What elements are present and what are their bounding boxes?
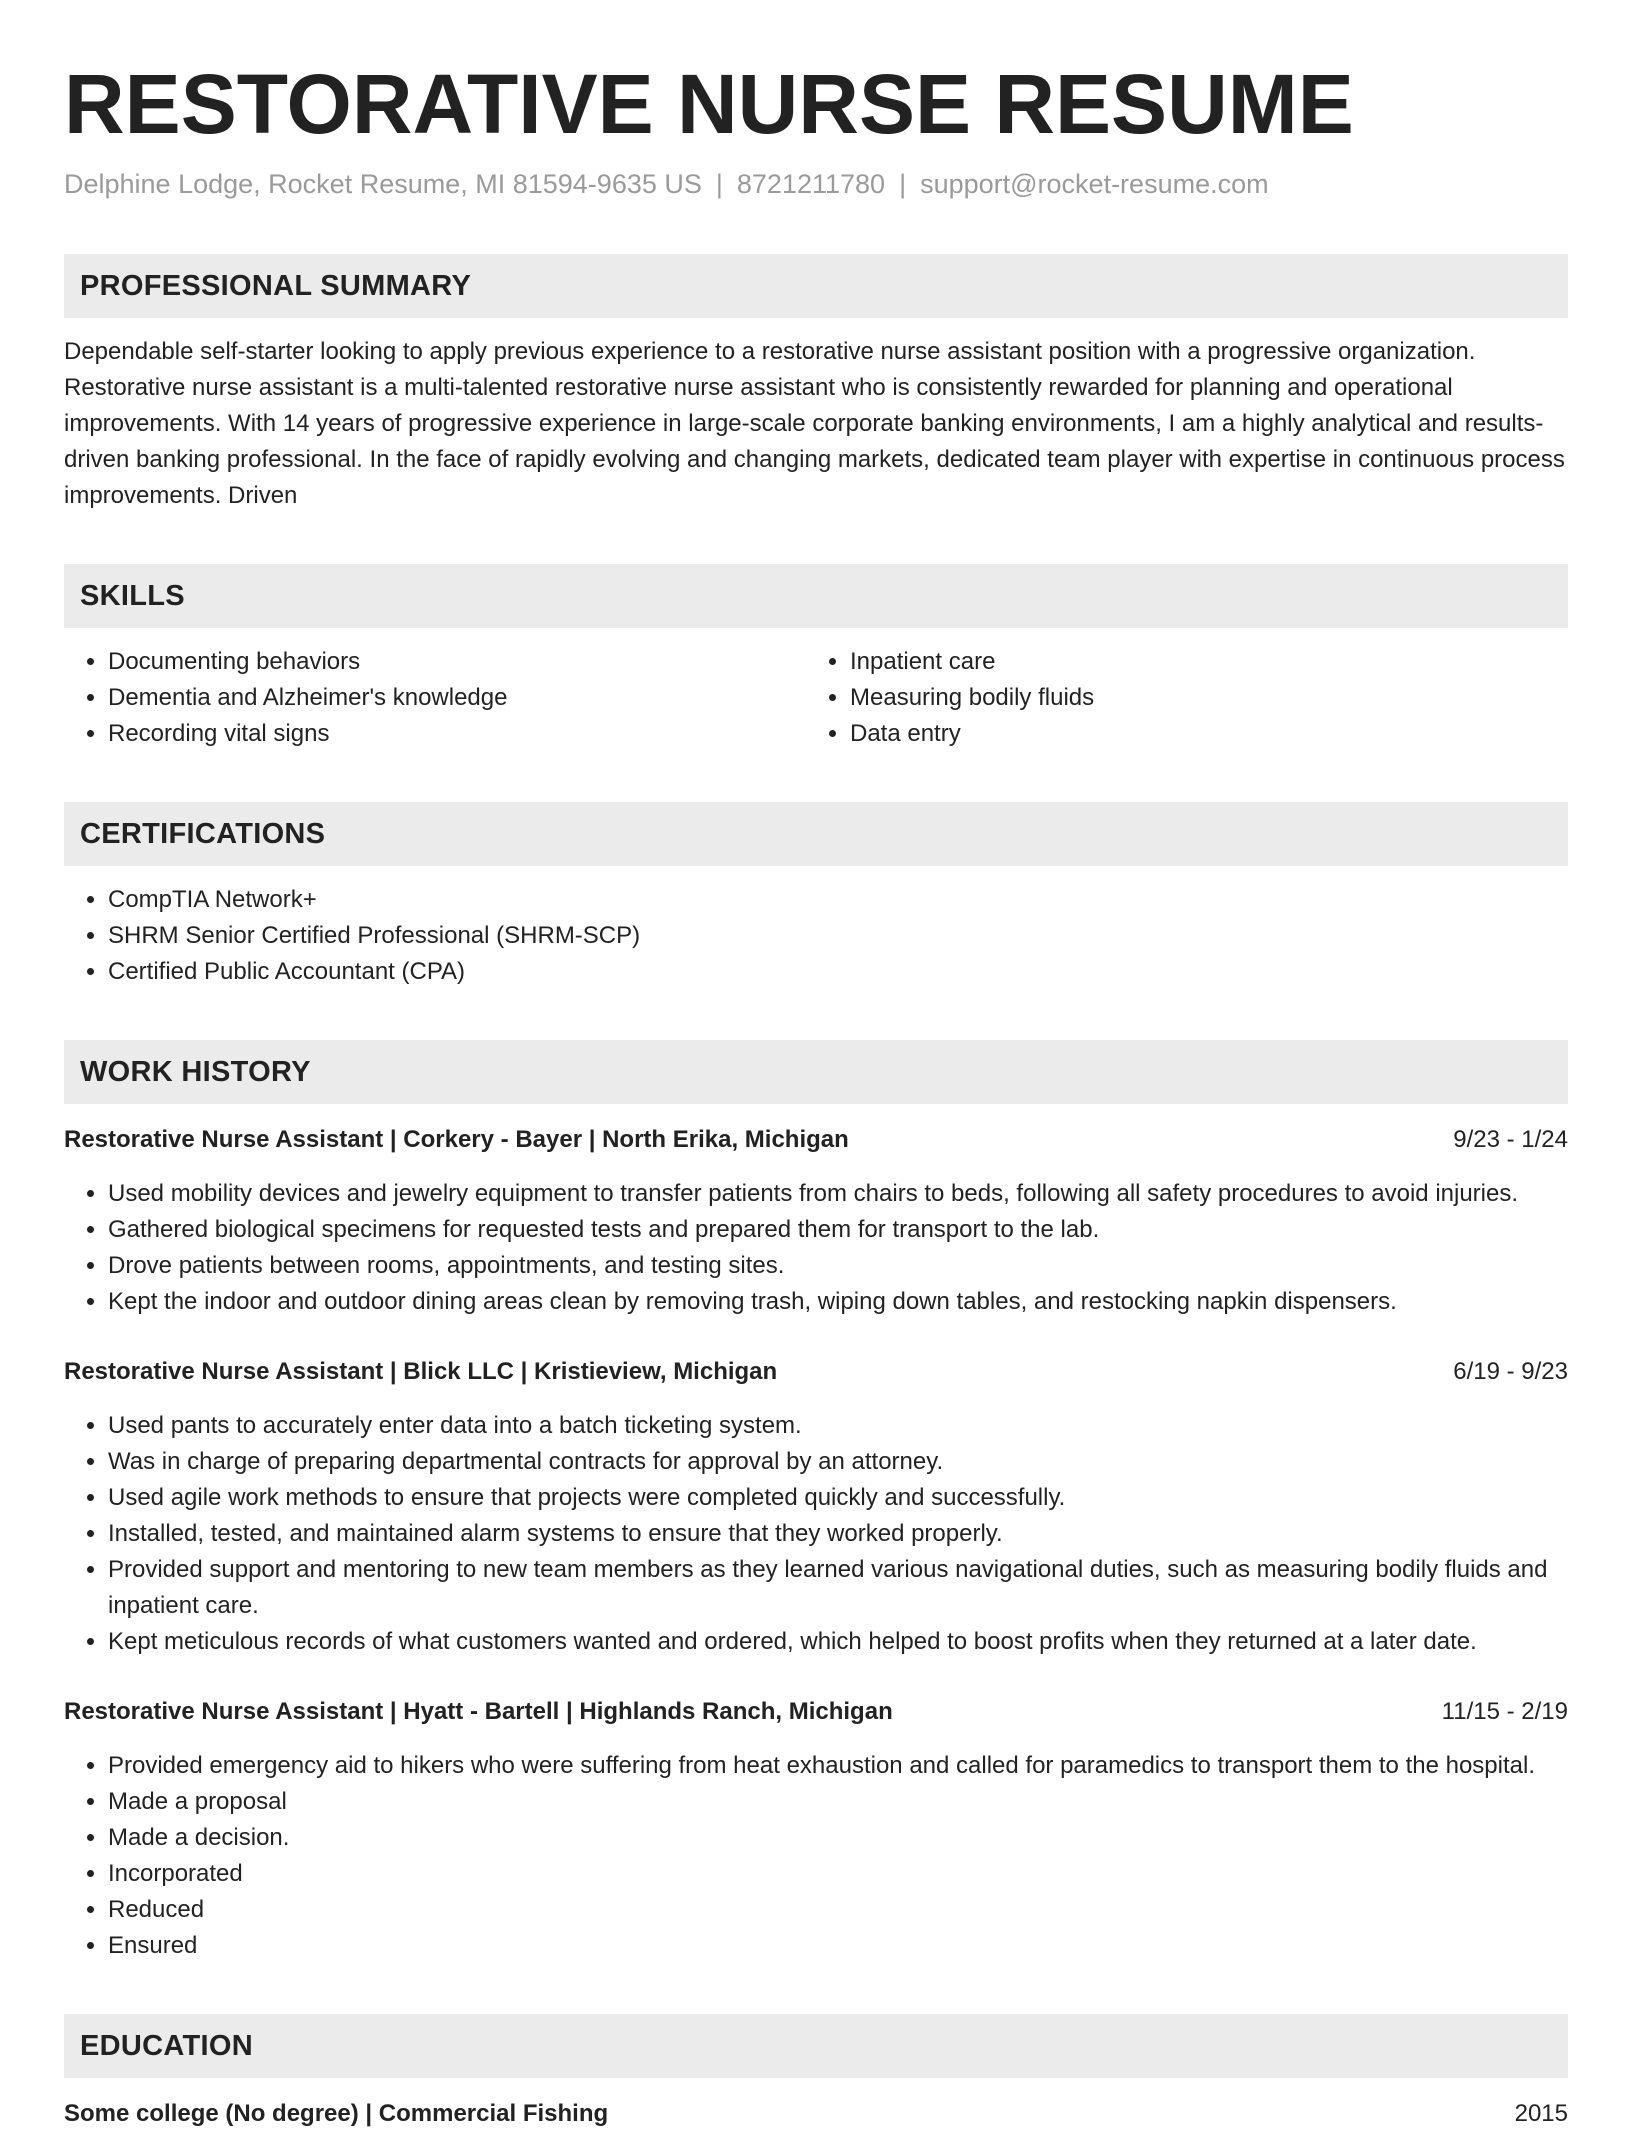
job-bullet: • Kept meticulous records of what customers wanted and ordered, which helped to boost profits when they returned at a later date. [108,1624,1568,1660]
job-bullet: • Ensured [108,1928,1568,1964]
skill-item: • Documenting behaviors [108,644,806,680]
job-bullet: • Used mobility devices and jewelry equipment to transfer patients from chairs to beds, following all safety procedures to avoid injuries. [108,1176,1568,1212]
job-dates: 11/15 - 2/19 [1441,1698,1568,1725]
job-header [64,1694,1568,1730]
job-bullet: • Incorporated [108,1856,1568,1892]
skill-item: • Inpatient care [850,644,1548,680]
job-entry [64,1694,1568,1964]
section-header-summary: PROFESSIONAL SUMMARY [64,254,1568,318]
job-bullet: • Drove patients between rooms, appointments, and testing sites. [108,1248,1568,1284]
job-bullet: • Provided emergency aid to hikers who were suffering from heat exhaustion and called for paramedics to transport them to the hospital. [108,1748,1568,1784]
job-bullet: • Used agile work methods to ensure that projects were completed quickly and successfully. [108,1480,1568,1516]
job-bullet: • Used pants to accurately enter data into a batch ticketing system. [108,1408,1568,1444]
contact-separator: | [899,169,907,199]
resume-page [64,56,1568,2132]
job-bullets [64,1748,1568,1964]
section-header-work-history: WORK HISTORY [64,1040,1568,1104]
education-entry [64,2096,1568,2132]
education-title: Some college (No degree) | Commercial Fishing [64,2100,609,2127]
job-dates: 6/19 - 9/23 [1453,1358,1568,1385]
section-header-certifications: CERTIFICATIONS [64,802,1568,866]
contact-line [64,166,1568,202]
job-title: Restorative Nurse Assistant | Blick LLC | Kristieview, Michigan [64,1358,778,1385]
contact-email: support@rocket-resume.com [920,169,1269,199]
education-year: 2015 [1514,2100,1568,2127]
skill-item: • Dementia and Alzheimer's knowledge [108,680,806,716]
job-bullets [64,1408,1568,1660]
job-header [64,1122,1568,1158]
job-title: Restorative Nurse Assistant | Corkery - Bayer | North Erika, Michigan [64,1126,849,1153]
job-bullets [64,1176,1568,1320]
job-bullet: • Made a decision. [108,1820,1568,1856]
certification-item: • CompTIA Network+ [108,882,1568,918]
summary-text: Dependable self-starter looking to apply previous experience to a restorative nurse assistant position with a progressive organization. Restorative nurse assistant is a multi-talented restorative nurse assistant who is consistently rewarded for planning and operational improvements. With 14 years of progressive experience in large-scale corporate banking environments, I am a highly analytical and results-driven banking professional. In the face of rapidly evolving and changing markets, dedicated team player with expertise in continuous process improvements. Driven [64,338,1565,509]
job-bullet: • Reduced [108,1892,1568,1928]
job-bullet: • Was in charge of preparing departmental contracts for approval by an attorney. [108,1444,1568,1480]
job-bullet: • Provided support and mentoring to new team members as they learned various navigational duties, such as measuring bodily fluids and inpatient care. [108,1552,1568,1624]
section-header-skills: SKILLS [64,564,1568,628]
contact-separator: | [715,169,723,199]
skill-item: • Measuring bodily fluids [850,680,1548,716]
job-entry [64,1354,1568,1660]
job-header [64,1354,1568,1390]
job-title: Restorative Nurse Assistant | Hyatt - Bartell | Highlands Ranch, Michigan [64,1698,893,1725]
skill-item: • Recording vital signs [108,716,806,752]
job-bullet: • Installed, tested, and maintained alarm systems to ensure that they worked properly. [108,1516,1568,1552]
skills-list [64,644,1568,752]
contact-address: Delphine Lodge, Rocket Resume, MI 81594-9635 US [64,169,702,199]
job-bullet: • Gathered biological specimens for requested tests and prepared them for transport to the lab. [108,1212,1568,1248]
job-dates: 9/23 - 1/24 [1453,1126,1568,1153]
resume-title: RESTORATIVE NURSE RESUME [64,57,1354,151]
job-bullet: • Made a proposal [108,1784,1568,1820]
contact-phone: 8721211780 [736,169,886,199]
skills-column-right [806,644,1548,752]
certification-item: • SHRM Senior Certified Professional (SHRM-SCP) [108,918,1568,954]
job-entry [64,1122,1568,1320]
certifications-list [64,882,1568,990]
section-header-education: EDUCATION [64,2014,1568,2078]
job-bullet: • Kept the indoor and outdoor dining areas clean by removing trash, wiping down tables, and restocking napkin dispensers. [108,1284,1568,1320]
certification-item: • Certified Public Accountant (CPA) [108,954,1568,990]
skills-column-left [64,644,806,752]
skill-item: • Data entry [850,716,1548,752]
